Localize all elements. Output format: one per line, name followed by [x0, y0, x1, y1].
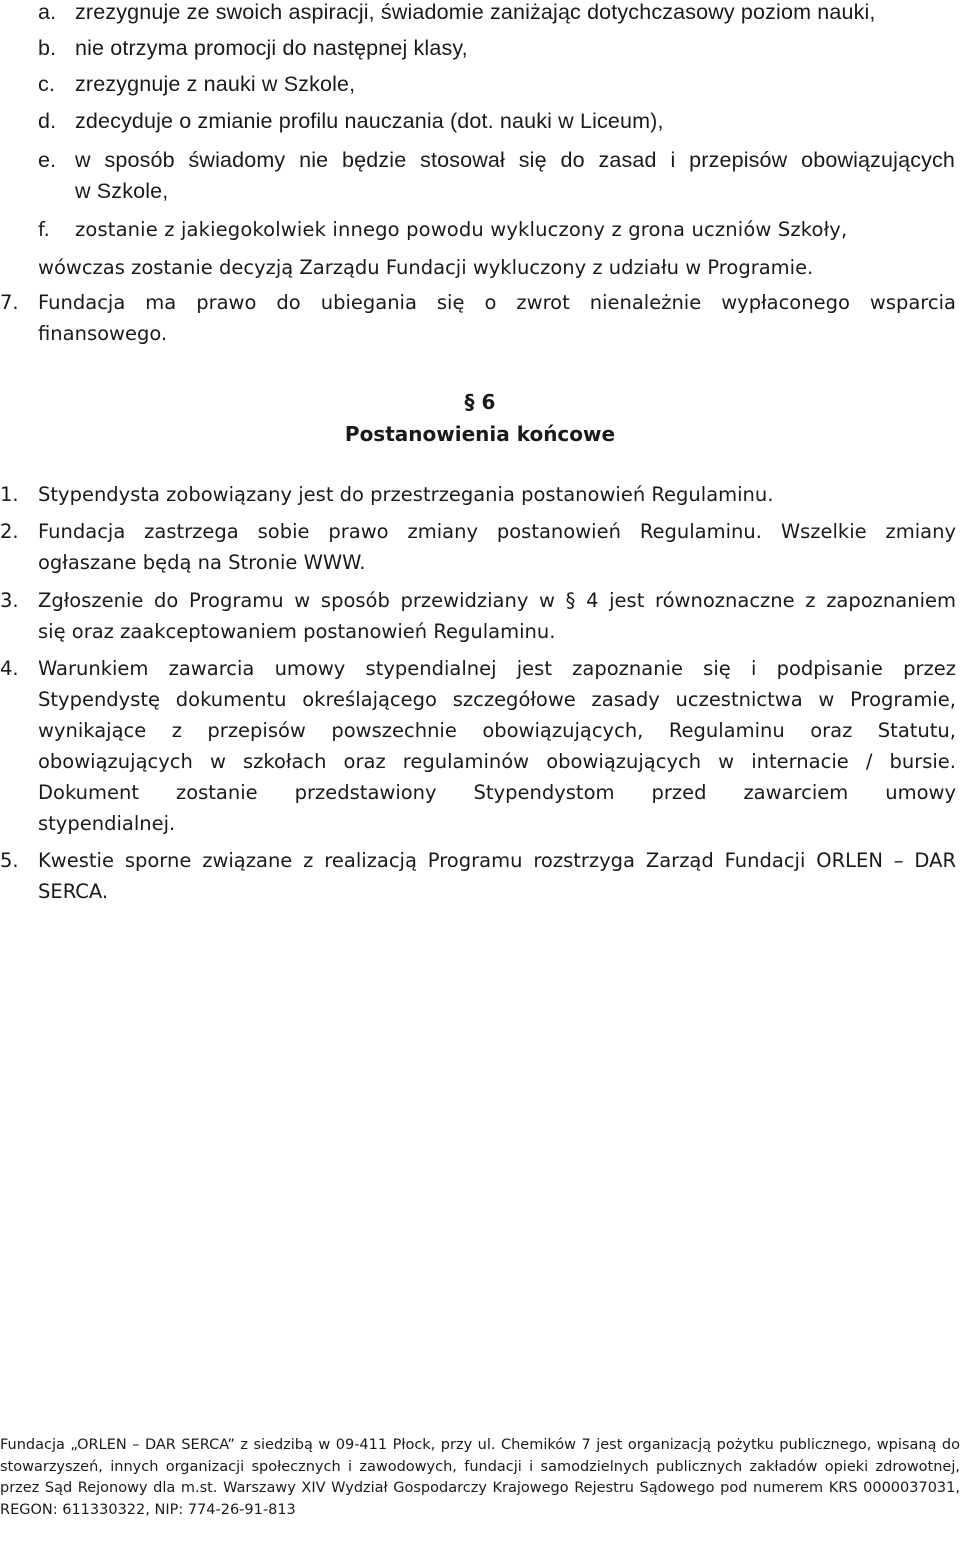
list-marker: 2.	[0, 520, 19, 543]
list-item-text: Warunkiem zawarcia umowy stypendialnej jest zapoznanie się i podpisanie przez	[38, 657, 956, 680]
list-item-2	[0, 516, 960, 578]
list-item-3	[0, 585, 960, 647]
list-item-text: zdecyduje o zmianie profilu nauczania (dot. nauki w Liceum),	[75, 109, 664, 133]
list-marker: d.	[38, 109, 57, 133]
list-item-text: finansowego.	[38, 322, 168, 345]
list-item-text: ogłaszane będą na Stronie WWW.	[38, 551, 366, 574]
list-item-text: stypendialnej.	[38, 812, 176, 835]
list-item-text: się oraz zaakceptowaniem postanowień Regulaminu.	[38, 620, 556, 643]
list-marker: 1.	[0, 483, 19, 506]
list-marker: 7.	[0, 291, 19, 314]
list-item-text: w Szkole,	[75, 179, 169, 203]
list-marker: 4.	[0, 657, 19, 680]
list-item-text: Fundacja ma prawo do ubiegania się o zwrot nienależnie wypłaconego wsparcia	[38, 291, 956, 314]
list-item-text: zrezygnuje z nauki w Szkole,	[75, 72, 356, 96]
footer-line: Fundacja „ORLEN – DAR SERCA” z siedzibą w 09-411 Płock, przy ul. Chemików 7 jest organizacją pożytku publicznego, wpisaną do	[0, 1437, 960, 1453]
section-title: Postanowienia końcowe	[344, 422, 616, 446]
continuation-text: wówczas zostanie decyzją Zarządu Fundacji wykluczony z udziału w Programie.	[38, 256, 814, 279]
list-item-text: SERCA.	[38, 880, 109, 903]
list-item-e	[38, 146, 956, 212]
list-marker: f.	[38, 218, 50, 241]
footer-line: stowarzyszeń, innych organizacji społecznych i zawodowych, fundacji i samodzielnych publicznych zakładów opieki zdrowotnej,	[0, 1458, 960, 1475]
list-item-text: wynikające z przepisów powszechnie obowiązujących, Regulaminu oraz Statutu,	[38, 719, 956, 742]
list-item-text: Fundacja zastrzega sobie prawo zmiany postanowień Regulaminu. Wszelkie zmiany	[38, 520, 956, 543]
list-item-4	[0, 653, 960, 839]
list-item-text: Stypendysta zobowiązany jest do przestrzegania postanowień Regulaminu.	[38, 483, 774, 506]
list-item-7	[0, 287, 960, 351]
list-item-1	[0, 479, 960, 511]
list-marker: e.	[38, 148, 57, 172]
list-item-text: Zgłoszenie do Programu w sposób przewidziany w § 4 jest równoznaczne z zapoznaniem	[38, 589, 956, 612]
list-item-text: obowiązujących w szkołach oraz regulaminów obowiązujących w internacie / bursie.	[38, 750, 956, 773]
list-item-text: w sposób świadomy nie będzie stosował się do zasad i przepisów obowiązujących	[75, 148, 955, 172]
list-marker: c.	[38, 72, 56, 96]
section-number: § 6	[464, 390, 496, 414]
list-item-text: Stypendystę dokumentu określającego szczegółowe zasady uczestnictwa w Programie,	[38, 688, 956, 711]
footer-line: przez Sąd Rejonowy dla m.st. Warszawy XIV Wydział Gospodarczy Krajowego Rejestru Sądowego pod numerem KRS 0000037031,	[0, 1480, 960, 1496]
list-item-text: Dokument zostanie przedstawiony Stypendystom przed zawarciem umowy	[38, 781, 956, 804]
list-marker: 5.	[0, 849, 19, 872]
list-item-text: nie otrzyma promocji do następnej klasy,	[75, 36, 468, 60]
list-item-text: Kwestie sporne związane z realizacją Programu rozstrzyga Zarząd Fundacji ORLEN – DAR	[38, 849, 956, 872]
list-marker: a.	[38, 0, 57, 24]
list-item-text: zrezygnuje ze swoich aspiracji, świadomie zaniżając dotychczasowy poziom nauki,	[75, 0, 876, 24]
list-item-5	[0, 845, 960, 907]
list-item-text: zostanie z jakiegokolwiek innego powodu wykluczony z grona uczniów Szkoły,	[75, 218, 848, 241]
list-marker: 3.	[0, 589, 19, 612]
footer-line: REGON: 611330322, NIP: 774-26-91-813	[0, 1501, 296, 1518]
page-footer	[0, 1435, 960, 1521]
list-marker: b.	[38, 36, 57, 60]
